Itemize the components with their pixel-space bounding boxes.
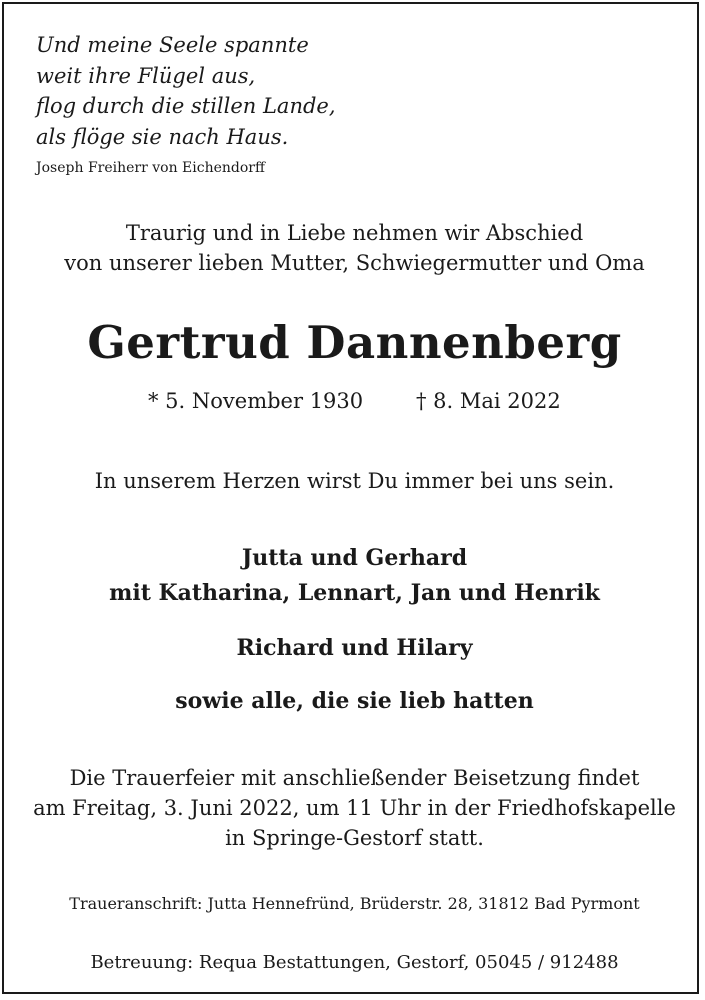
poem-author: Joseph Freiherr von Eichendorff [36, 160, 265, 176]
poem-line: weit ihre Flügel aus, [36, 63, 256, 88]
poem-line: als flöge sie nach Haus. [36, 124, 289, 149]
service-line: in Springe-Gestorf statt. [225, 826, 484, 850]
mourner-line: Richard und Hilary [236, 635, 473, 661]
service-info [4, 763, 705, 853]
deceased-name: Gertrud Dannenberg [87, 316, 622, 369]
service-line: am Freitag, 3. Juni 2022, um 11 Uhr in der Friedhofskapelle [33, 796, 676, 820]
poem [36, 30, 336, 152]
intro-text [4, 218, 705, 278]
service-line: Die Trauerfeier mit anschließender Beisetzung findet [69, 766, 640, 790]
death-date: † 8. Mai 2022 [416, 389, 561, 413]
mourning-address: Traueranschrift: Jutta Hennefründ, Brüderstr. 28, 31812 Bad Pyrmont [69, 894, 640, 913]
mourner-line: sowie alle, die sie lieb hatten [175, 688, 534, 714]
funeral-care: Betreuung: Requa Bestattungen, Gestorf, 05045 / 912488 [90, 952, 619, 973]
notice-frame [2, 2, 699, 994]
mourner-line: mit Katharina, Lennart, Jan und Henrik [109, 580, 600, 606]
intro-line: von unserer lieben Mutter, Schwiegermutter und Oma [64, 251, 645, 275]
intro-line: Traurig und in Liebe nehmen wir Abschied [125, 221, 584, 245]
poem-line: flog durch die stillen Lande, [36, 94, 336, 118]
poem-line: Und meine Seele spannte [36, 33, 309, 57]
memorial-quote: In unserem Herzen wirst Du immer bei uns sein. [94, 469, 615, 493]
mourner-line: Jutta und Gerhard [241, 545, 468, 571]
birth-date: * 5. November 1930 [148, 389, 364, 413]
